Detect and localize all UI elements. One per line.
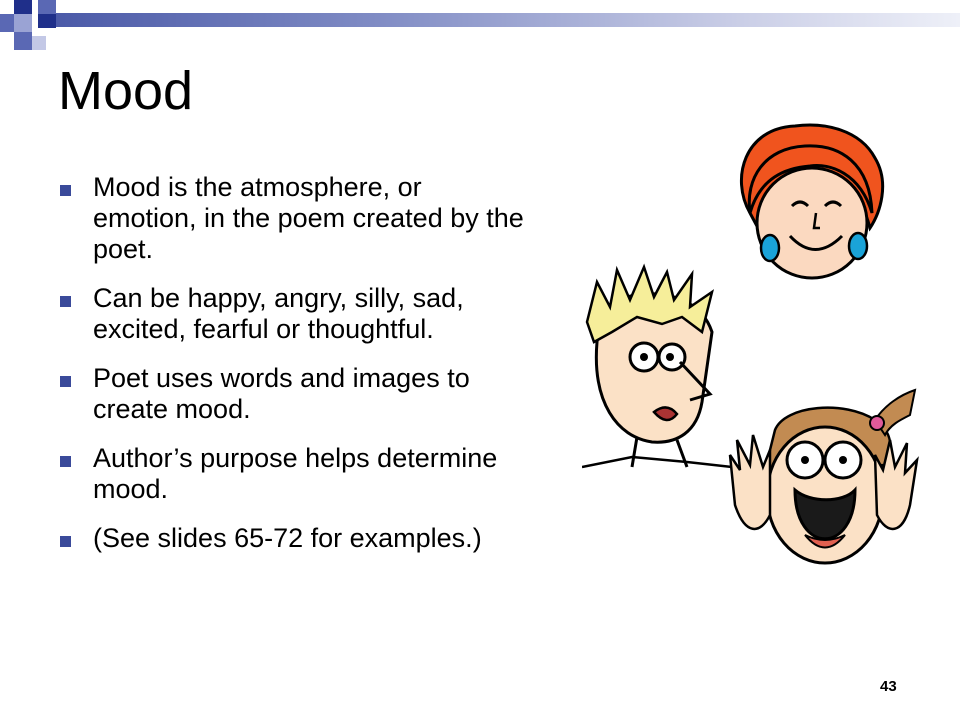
- worried-man-face-icon: [582, 262, 732, 472]
- scared-girl-face-icon: [725, 385, 920, 580]
- bullet-item: Author’s purpose helps determine mood.: [60, 443, 530, 505]
- bullet-list: [60, 172, 530, 572]
- square-bullet-icon: [60, 376, 71, 387]
- bullet-item: (See slides 65-72 for examples.): [60, 523, 530, 554]
- square-bullet-icon: [60, 296, 71, 307]
- square-bullet-icon: [60, 456, 71, 467]
- square-bullet-icon: [60, 185, 71, 196]
- bullet-item: Can be happy, angry, silly, sad, excited, fearful or thoughtful.: [60, 283, 530, 345]
- square-bullet-icon: [60, 536, 71, 547]
- slide-title: Mood: [58, 61, 194, 121]
- happy-woman-face-icon: [730, 118, 890, 283]
- top-gradient-bar: [56, 13, 960, 27]
- bullet-item: Poet uses words and images to create mood.: [60, 363, 530, 425]
- bullet-item: Mood is the atmosphere, or emotion, in the poem created by the poet.: [60, 172, 530, 265]
- page-number: 43: [880, 678, 897, 695]
